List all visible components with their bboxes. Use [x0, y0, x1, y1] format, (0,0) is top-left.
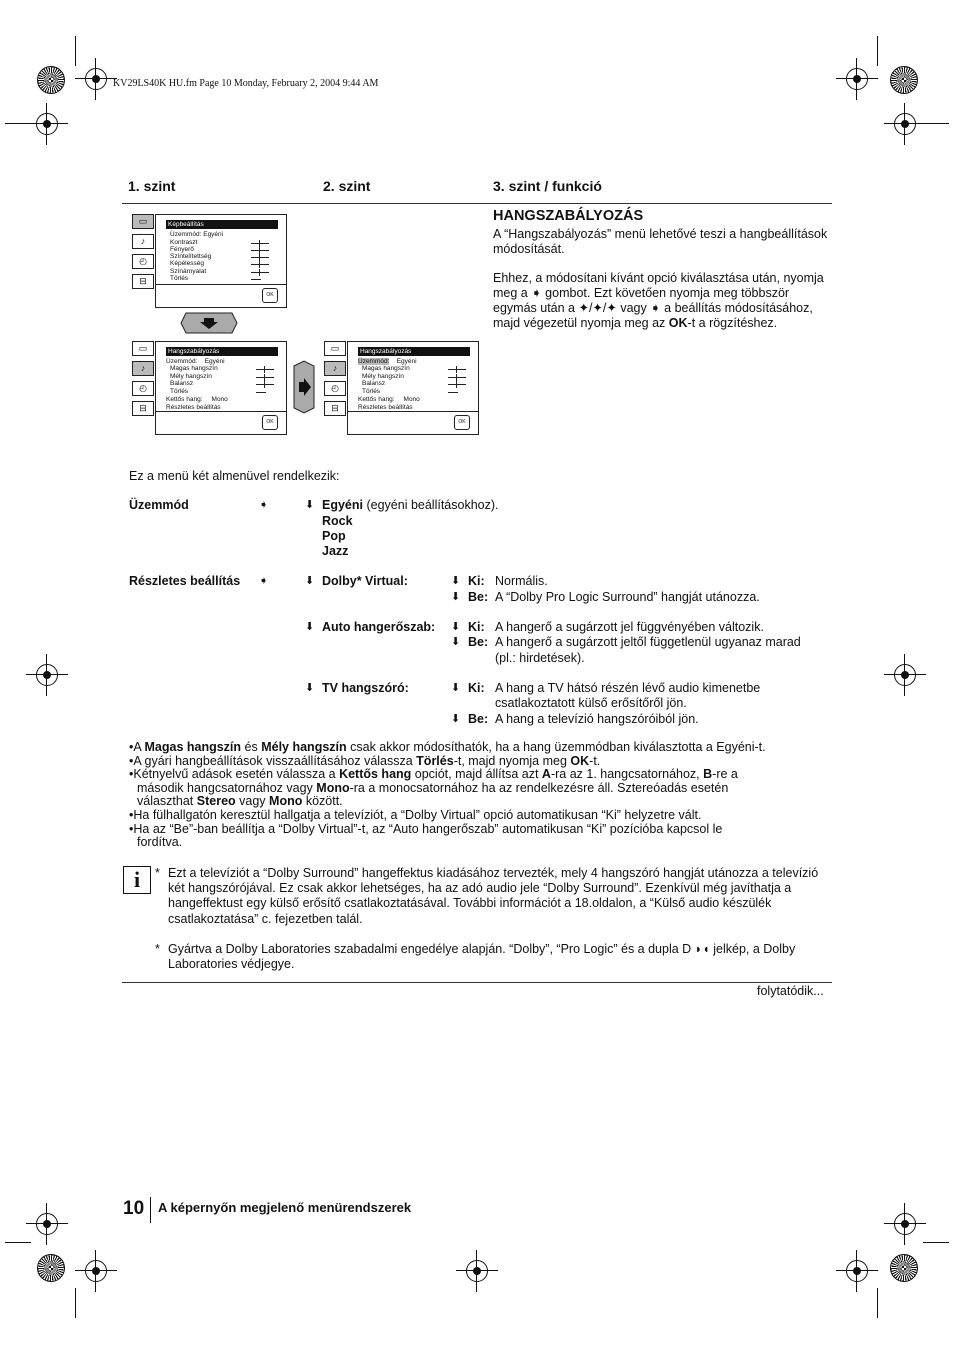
- mode-option: Rock: [322, 514, 353, 528]
- divider: [122, 203, 832, 204]
- slider-indicator: [251, 279, 261, 280]
- menu-row: Üzemmód: Egyéni: [170, 231, 224, 238]
- mode-option-egyeni: Egyéni (egyéni beállításokhoz).: [322, 498, 499, 512]
- level-2-heading: 2. szint: [323, 178, 371, 194]
- slider-indicator: [448, 377, 466, 378]
- trim-line: [923, 123, 949, 124]
- down-arrow-button-icon: [180, 311, 238, 335]
- mode-option: Pop: [322, 529, 346, 543]
- picture-menu-icon: ▭: [324, 341, 346, 356]
- slider-indicator: [251, 250, 269, 251]
- bullet-item: •Ha fülhallgatón keresztül hallgatja a televíziót, a “Dolby Virtual” opció automatikusan “Ki” helyzetre vált.: [129, 807, 702, 822]
- ok-button-icon: OK: [454, 415, 470, 430]
- level-1-heading: 1. szint: [128, 178, 176, 194]
- menu-row: Képélesség: [170, 260, 204, 267]
- sound-note-icon: ♪: [132, 361, 154, 376]
- auto-be-desc: A hangerő a sugárzott jeltől függetlenül ugyanaz marad: [495, 635, 801, 649]
- screen-footer: [156, 284, 286, 307]
- dolby-trademark-note: Gyártva a Dolby Laboratories szabadalmi engedélye alapján. “Dolby”, “Pro Logic” és a dupla D ◗◖ jelkép, a Dolby Laboratories védjegye.: [168, 942, 796, 972]
- slider-indicator: [251, 264, 269, 265]
- screen-header: Hangszabályozás: [166, 347, 278, 356]
- footer-title: A képernyőn megjelenő menürendszerek: [158, 1200, 412, 1215]
- ok-button-icon: OK: [262, 288, 278, 303]
- tv-speaker-label: TV hangszóró:: [322, 681, 409, 695]
- sound-settings-screen: [155, 341, 287, 435]
- right-arrow-button-icon: [292, 360, 316, 414]
- menu-row: Balansz: [170, 380, 194, 387]
- picture-settings-screen: [155, 214, 287, 308]
- menu-row: Színtelítettség: [170, 253, 212, 260]
- mode-row-highlighted: Üzemmód: Egyéni: [358, 358, 417, 365]
- arrow-down-icon: ⬇: [305, 682, 315, 694]
- arrow-down-icon: ⬇: [451, 713, 461, 725]
- crosshair-mark: [32, 109, 62, 139]
- toolbox-icon: ⊟: [132, 274, 154, 289]
- page-number: 10: [123, 1198, 145, 1219]
- screen-header: Hangszabályozás: [358, 347, 470, 356]
- color-registration-disc: [37, 66, 65, 94]
- screen-footer: [348, 411, 478, 434]
- ki-label: Ki:: [468, 681, 485, 695]
- arrow-down-icon: ⬇: [451, 636, 461, 648]
- menu-row: Törlés: [170, 275, 189, 282]
- crosshair-mark: [890, 109, 920, 139]
- sound-note-icon: ♪: [132, 234, 154, 249]
- slider-indicator: [256, 377, 274, 378]
- notes-bullet-list: [129, 741, 834, 850]
- arrow-right-icon: ➧: [259, 575, 269, 587]
- menu-row: Balansz: [362, 380, 386, 387]
- auto-volume-label: Auto hangerőszab:: [322, 620, 436, 634]
- crosshair-mark: [842, 64, 872, 94]
- menu-row: Színárnyalat: [170, 268, 207, 275]
- dolby-virtual-label: Dolby* Virtual:: [322, 574, 408, 588]
- slider-indicator: [448, 384, 466, 385]
- be-label: Be:: [468, 712, 489, 726]
- detail-row: Részletes beállítás: [166, 404, 221, 411]
- menu-row: Mély hangszín: [362, 373, 404, 380]
- screen-footer: [156, 411, 286, 434]
- crosshair-mark: [890, 660, 920, 690]
- sound-settings-screen-level3: [347, 341, 479, 435]
- crosshair-mark: [890, 1209, 920, 1239]
- tv-be-desc: A hang a televízió hangszóróiból jön.: [495, 712, 699, 726]
- menu-row: Fényerő: [170, 246, 194, 253]
- screen-header: Képbeállítás: [166, 220, 278, 229]
- dual-sound-row: Kettős hang: Mono: [358, 396, 420, 403]
- crosshair-mark: [32, 660, 62, 690]
- slider-indicator: [251, 257, 269, 258]
- bullet-item: •A Magas hangszín és Mély hangszín csak akkor módosíthatók, ha a hang üzemmódban kiválasztotta a Egyéni-t.: [129, 740, 766, 754]
- trim-line: [877, 36, 878, 66]
- menu-icon-column: [132, 214, 154, 294]
- mode-row: Üzemmód: Egyéni: [166, 358, 225, 365]
- arrow-down-icon: ⬇: [451, 591, 461, 603]
- menu-icon-column: [324, 341, 346, 421]
- clock-icon: ◴: [132, 381, 154, 396]
- level-3-heading: 3. szint / funkció: [493, 178, 602, 194]
- arrow-down-icon: ⬇: [305, 499, 315, 511]
- section-title: HANGSZABÁLYOZÁS: [493, 208, 644, 224]
- dual-sound-row: Kettős hang: Mono: [166, 396, 228, 403]
- mode-option: Jazz: [322, 544, 349, 558]
- arrow-right-icon: ➧: [531, 286, 542, 300]
- menu-row: Törlés: [170, 388, 189, 395]
- arrow-down-icon: ⬇: [451, 682, 461, 694]
- crosshair-mark: [462, 1256, 492, 1286]
- ki-label: Ki:: [468, 574, 485, 588]
- bullet-item-continued: fordítva.: [137, 835, 183, 850]
- crosshair-mark: [842, 1256, 872, 1286]
- slider-indicator: [251, 272, 269, 273]
- slider-indicator: [256, 369, 274, 370]
- footer-divider: [150, 1197, 151, 1223]
- sound-note-icon: ♪: [324, 361, 346, 376]
- bullet-item: •Ha az “Be”-ban beállítja a “Dolby Virtual”-t, az “Auto hangerőszab” automatikusan “Ki” pozícióba kapcsol le: [129, 821, 723, 836]
- color-registration-disc: [37, 1254, 65, 1282]
- picture-menu-icon: ▭: [132, 341, 154, 356]
- color-registration-disc: [890, 66, 918, 94]
- submenu-mode-label: Üzemmód: [129, 498, 189, 512]
- arrow-down-icon: ⬇: [451, 621, 461, 633]
- crosshair-mark: [81, 64, 111, 94]
- clock-icon: ◴: [132, 254, 154, 269]
- toolbox-icon: ⊟: [324, 401, 346, 416]
- bullet-item-continued: választhat Stereo vagy Mono között.: [137, 794, 343, 809]
- submenu-detail-label: Részletes beállítás: [129, 574, 241, 588]
- file-header-line: KV29LS40K HU.fm Page 10 Monday, February 2, 2004 9:44 AM: [113, 78, 379, 89]
- section-instructions: Ehhez, a módosítani kívánt opció kiválasztása után, nyomja meg a ➧ gombot. Ezt követően nyomja meg többször egymás után a ✦/✦/✦ vagy ➧ a beállítás módosításához, majd végezetül nyomja meg az OK-t a rögzítéshez.: [493, 271, 824, 330]
- slider-indicator: [448, 369, 466, 370]
- clock-icon: ◴: [324, 381, 346, 396]
- crosshair-mark: [32, 1209, 62, 1239]
- menu-row: Magas hangszín: [362, 365, 410, 372]
- continued-label: folytatódik...: [757, 984, 824, 998]
- dolby-surround-note: Ezt a televíziót a “Dolby Surround” hangeffektus kiadásához tervezték, mely 4 hangszóró hangját utánozza a televízió két hangszórójával. Ez csak akkor lehetséges, ha az adó audio jele “Dolby Surround”. Ezenkívül még javíthatja a hangeffektust egy külső erősítő csatlakoztatásával. További információt a 18.oldalon, a “Külső audio készülék csatlakoztatása” c. fejezetben talál.: [168, 866, 819, 926]
- tv-ki-desc-cont: csatlakoztatott külső erősítőről jön.: [495, 696, 687, 710]
- arrow-down-icon: ⬇: [305, 621, 315, 633]
- detail-row: Részletes beállítás: [358, 404, 413, 411]
- arrow-down-icon: ⬇: [305, 575, 315, 587]
- picture-menu-icon: ▭: [132, 214, 154, 229]
- auto-ki-desc: A hangerő a sugárzott jel függvényében változik.: [495, 620, 764, 634]
- be-label: Be:: [468, 635, 489, 649]
- bullet-item: •A gyári hangbeállítások visszaállításához válassza Törlés-t, majd nyomja meg OK-t.: [129, 753, 601, 768]
- trim-line: [5, 123, 31, 124]
- info-icon: i: [123, 866, 151, 894]
- footnote-star: *: [155, 866, 160, 880]
- menu-row: Törlés: [362, 388, 381, 395]
- tv-ki-desc: A hang a TV hátsó részén lévő audio kimenetbe: [495, 681, 761, 695]
- arrow-right-icon: ➧: [259, 499, 269, 511]
- trim-line: [75, 36, 76, 66]
- color-registration-disc: [890, 1254, 918, 1282]
- slider-indicator: [256, 392, 266, 393]
- arrow-down-icon: ⬇: [451, 575, 461, 587]
- dolby-ki-desc: Normális.: [495, 574, 548, 588]
- trim-line: [75, 1288, 76, 1318]
- trim-line: [923, 1242, 949, 1243]
- menu-icon-column: [132, 341, 154, 421]
- bullet-item-continued: második hangcsatornához vagy Mono-ra a monocsatornához ha az rendelkezésre áll. Sztereóadás esetén: [137, 780, 729, 795]
- arrow-right-icon: ➧: [650, 301, 661, 315]
- crosshair-mark: [81, 1256, 111, 1286]
- ok-button-icon: OK: [262, 415, 278, 430]
- dolby-double-d-icon: ◗◖: [694, 942, 710, 956]
- trim-line: [877, 1288, 878, 1318]
- menu-row: Kontraszt: [170, 239, 198, 246]
- trim-line: [5, 1242, 31, 1243]
- auto-be-desc-cont: (pl.: hirdetések).: [495, 651, 585, 665]
- footnote-star: *: [155, 942, 160, 956]
- slider-indicator: [251, 243, 269, 244]
- submenu-intro: Ez a menü két almenüvel rendelkezik:: [129, 469, 340, 483]
- dolby-be-desc: A “Dolby Pro Logic Surround” hangját utánozza.: [495, 590, 760, 604]
- bullet-item: •Kétnyelvű adások esetén válassza a Kettős hang opciót, majd állítsa azt A-ra az 1. hangcsatornához, B-re a: [129, 767, 738, 782]
- section-intro: A “Hangszabályozás” menü lehetővé teszi a hangbeállítások módosítását.: [493, 227, 828, 256]
- toolbox-icon: ⊟: [132, 401, 154, 416]
- menu-row: Mély hangszín: [170, 373, 212, 380]
- slider-indicator: [448, 392, 458, 393]
- menu-row: Magas hangszín: [170, 365, 218, 372]
- slider-indicator: [256, 384, 274, 385]
- ki-label: Ki:: [468, 620, 485, 634]
- divider: [122, 982, 832, 983]
- be-label: Be:: [468, 590, 489, 604]
- arrow-up-down-left-icon: ✦/✦/✦: [578, 301, 617, 315]
